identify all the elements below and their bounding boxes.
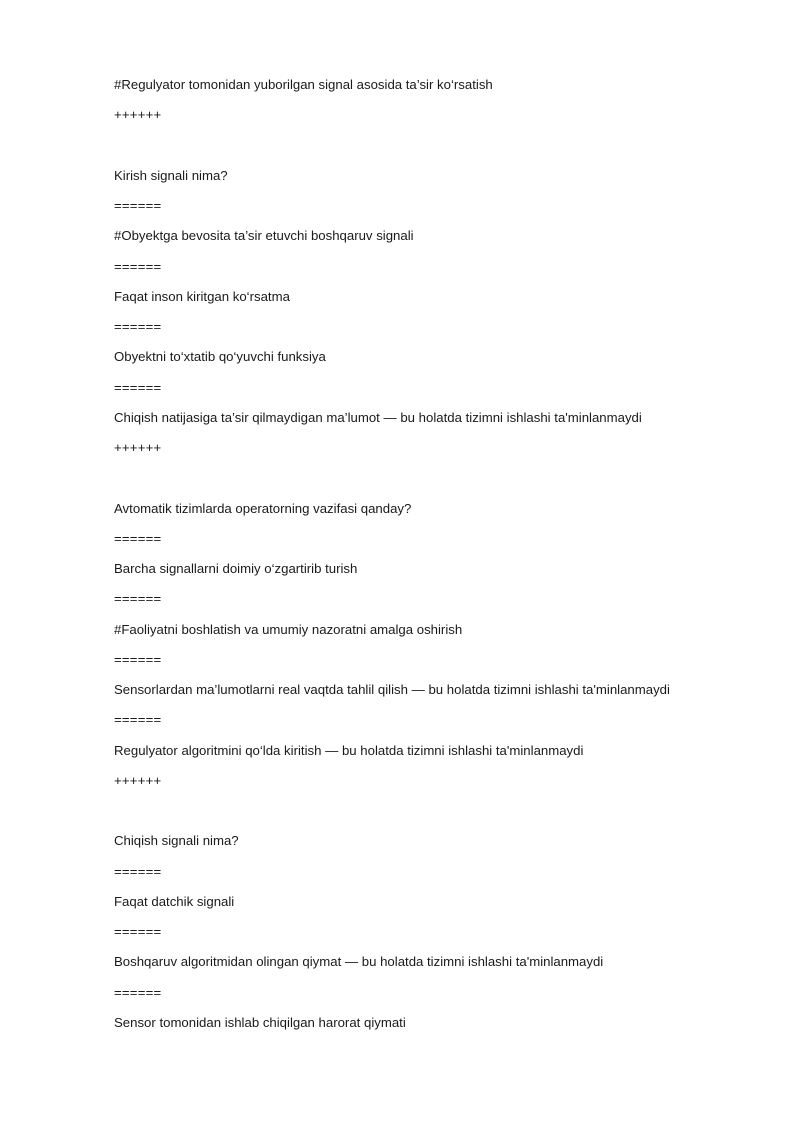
- answer-line: Sensorlardan ma’lumotlarni real vaqtda tahlil qilish — bu holatda tizimni ishlashi ta'minlanmaydi: [114, 682, 670, 697]
- answer-line: #Regulyator tomonidan yuborilgan signal asosida ta’sir ko‘rsatish: [114, 77, 493, 92]
- answer-line: Faqat datchik signali: [114, 893, 235, 909]
- question-separator: ++++++: [114, 107, 162, 123]
- question-separator: ++++++: [114, 440, 162, 455]
- option-separator: ======: [114, 712, 162, 728]
- answer-line: Chiqish natijasiga ta’sir qilmaydigan ma’lumot — bu holatda tizimni ishlashi ta'minlanmaydi: [114, 409, 642, 425]
- answer-line: Faqat inson kiritgan ko‘rsatma: [114, 288, 290, 304]
- question-text: Kirish signali nima?: [114, 167, 228, 183]
- option-separator: ======: [114, 530, 162, 546]
- answer-line: Regulyator algoritmini qo‘lda kiritish — bu holatda tizimni ishlashi ta'minlanmaydi: [114, 742, 584, 758]
- option-separator: ======: [114, 863, 162, 879]
- option-separator: ======: [114, 319, 162, 334]
- answer-line: Sensor tomonidan ishlab chiqilgan harorat qiymati: [114, 1014, 406, 1030]
- answer-line: #Obyektga bevosita ta’sir etuvchi boshqaruv signali: [114, 228, 414, 244]
- option-separator: ======: [114, 924, 162, 939]
- option-separator: ======: [114, 591, 162, 607]
- answer-line: Obyektni to‘xtatib qo‘yuvchi funksiya: [114, 349, 326, 365]
- question-text: Chiqish signali nima?: [114, 833, 239, 849]
- option-separator: ======: [114, 984, 162, 1000]
- answer-line: Barcha signallarni doimiy o‘zgartirib turish: [114, 561, 358, 576]
- document-body: [114, 75, 754, 1043]
- option-separator: ======: [114, 651, 162, 667]
- answer-line: Boshqaruv algoritmidan olingan qiymat — bu holatda tizimni ishlashi ta'minlanmaydi: [114, 954, 604, 970]
- option-separator: ======: [114, 379, 162, 395]
- option-separator: ======: [114, 198, 162, 213]
- question-text: Avtomatik tizimlarda operatorning vazifasi qanday?: [114, 500, 412, 516]
- answer-line: #Faoliyatni boshlatish va umumiy nazoratni amalga oshirish: [114, 621, 463, 637]
- option-separator: ======: [114, 258, 162, 274]
- question-separator: ++++++: [114, 772, 162, 788]
